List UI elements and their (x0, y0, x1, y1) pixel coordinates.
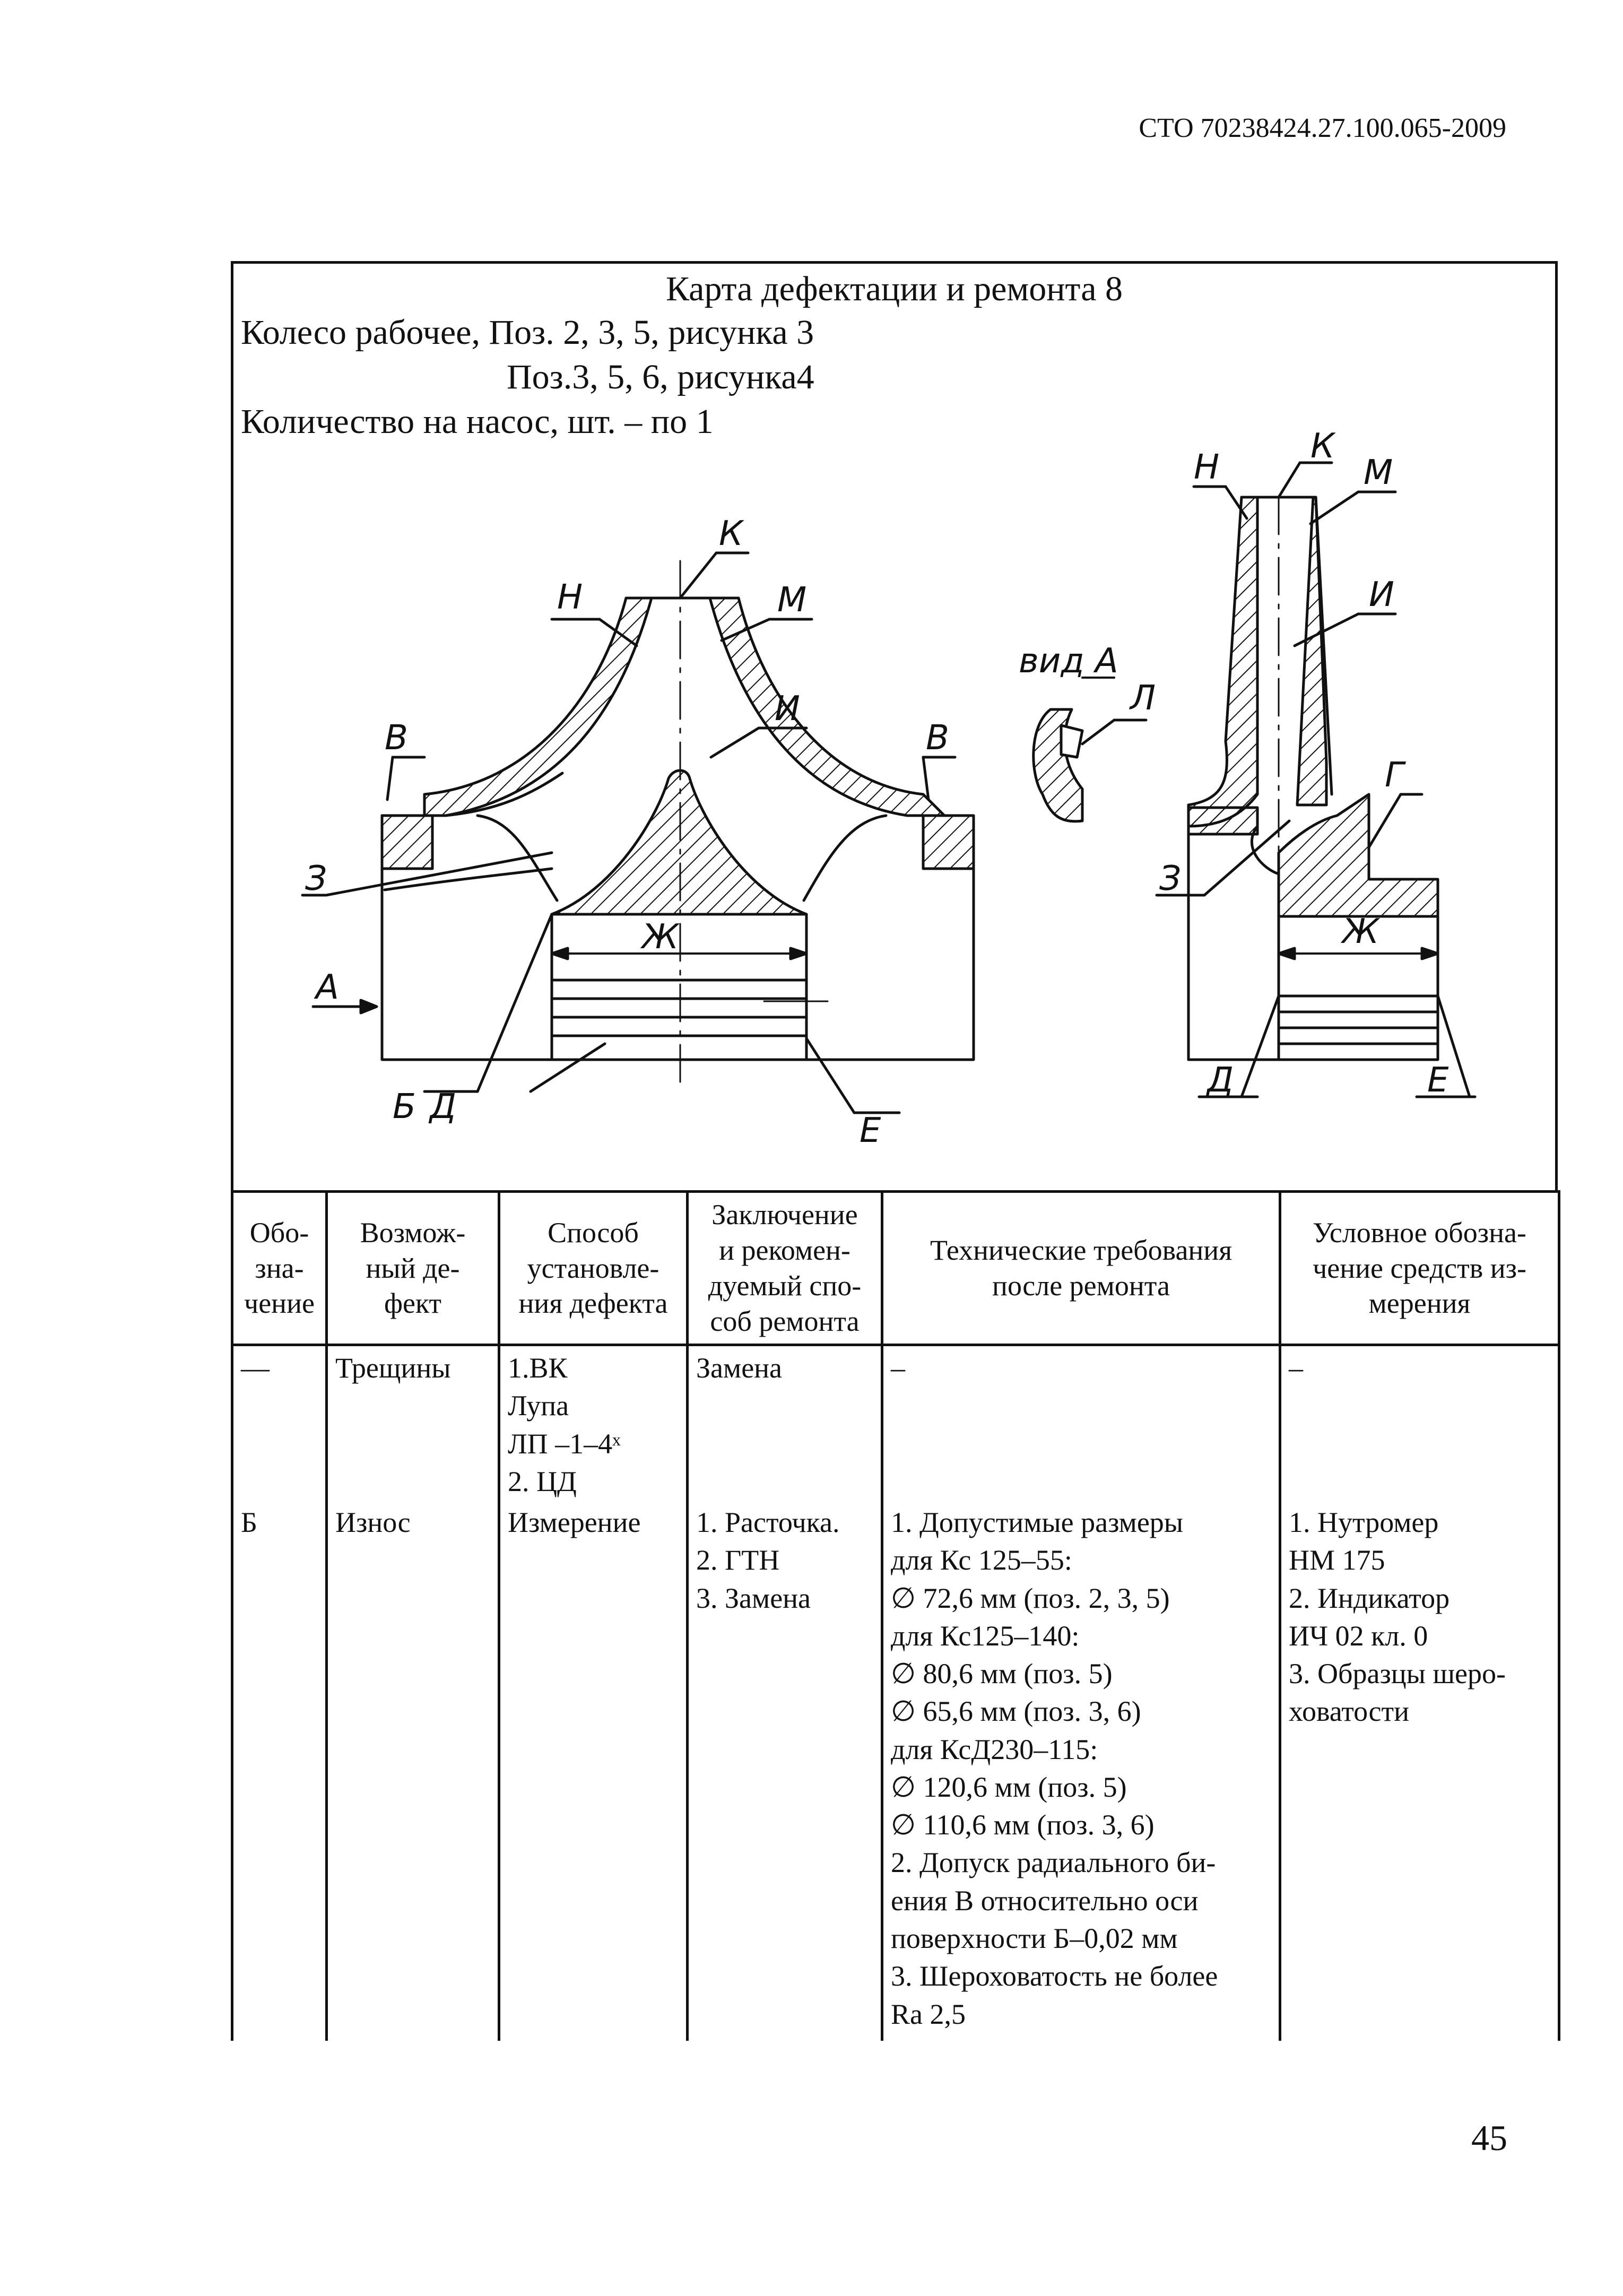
label-k-right: К (1310, 427, 1335, 466)
cell-defect: Трещины (327, 1345, 499, 1501)
card-position-line: Поз.3, 5, 6, рисунка4 (507, 358, 814, 396)
label-e-left: Е (860, 1111, 881, 1150)
label-view-a: вид А (1019, 642, 1118, 681)
label-i-right: И (1369, 575, 1394, 614)
label-d-left: Д (430, 1087, 456, 1127)
defect-card (231, 261, 1558, 1192)
header-method: Способ установле- ния дефекта (499, 1192, 688, 1345)
cell-instruments: – (1280, 1345, 1559, 1501)
cell-repair: 1. Расточка. 2. ГТН 3. Замена (688, 1501, 882, 2041)
label-n-right: Н (1194, 448, 1220, 487)
table-header-row (232, 1192, 1559, 1345)
label-i-left: И (775, 689, 800, 729)
label-z-right: З (1159, 859, 1182, 898)
view-a-detail (1034, 678, 1146, 821)
label-v-right: В (926, 718, 949, 758)
label-e-right: Е (1427, 1061, 1449, 1100)
label-m-left: М (777, 581, 807, 620)
header-repair: Заключение и рекомен- дуемый спо- соб ремонта (688, 1192, 882, 1345)
cell-repair: Замена (688, 1345, 882, 1501)
cell-requirements: 1. Допустимые размеры для Кс 125–55: ∅ 72,6 мм (поз. 2, 3, 5) для Кс125–140: ∅ 80,6 мм (поз. 5) ∅ 65,6 мм (поз. 3, 6) для КсД230–115: ∅ 120,6 мм (поз. 5) ∅ 110,6 мм (поз. 3, 6) 2. Допуск радиального би- ения В относительно оси поверхности Б–0,02 мм 3. Шероховатость не более Ra 2,5 (882, 1501, 1280, 2041)
table-row (232, 1501, 1559, 2041)
document-code: СТО 70238424.27.100.065-2009 (1139, 113, 1506, 143)
cell-requirements: – (882, 1345, 1280, 1501)
header-instruments: Условное обозна- чение средств из- мерения (1280, 1192, 1559, 1345)
impeller-drawing (233, 264, 1560, 1192)
cell-method: Измерение (499, 1501, 688, 2041)
label-a-left: А (316, 968, 339, 1007)
card-quantity-line: Количество на насос, шт. – по 1 (241, 402, 714, 441)
label-n-left: Н (557, 578, 583, 617)
page-number: 45 (1471, 2118, 1507, 2158)
label-k-left: К (719, 514, 743, 553)
header-requirements: Технические требования после ремонта (882, 1192, 1280, 1345)
left-section-view (302, 553, 974, 1113)
label-z-left: З (305, 859, 327, 898)
card-title: Карта дефектации и ремонта 8 (666, 270, 1123, 308)
cell-designation: — (232, 1345, 327, 1501)
label-g-right: Г (1385, 756, 1404, 795)
label-zh-left: Ж (642, 917, 679, 957)
label-l: Л (1130, 679, 1156, 718)
label-zh-right: Ж (1342, 912, 1379, 951)
defect-table (231, 1190, 1560, 2041)
label-d-right: Д (1207, 1061, 1234, 1100)
cell-designation: Б (232, 1501, 327, 2041)
cell-defect: Износ (327, 1501, 499, 2041)
label-v-left: В (385, 718, 408, 758)
label-b-left: Б (393, 1087, 416, 1127)
cell-instruments: 1. Нутромер НМ 175 2. Индикатор ИЧ 02 кл. 0 3. Образцы шеро- ховатости (1280, 1501, 1559, 2041)
label-m-right: М (1364, 453, 1393, 492)
cell-method: 1.ВК Лупа ЛП –1–4ˣ 2. ЦД (499, 1345, 688, 1501)
header-designation: Обо- зна- чение (232, 1192, 327, 1345)
card-part-line: Колесо рабочее, Поз. 2, 3, 5, рисунка 3 (241, 313, 814, 352)
table-row (232, 1345, 1559, 1501)
right-section-view (1157, 463, 1475, 1097)
header-defect: Возмож- ный де- фект (327, 1192, 499, 1345)
